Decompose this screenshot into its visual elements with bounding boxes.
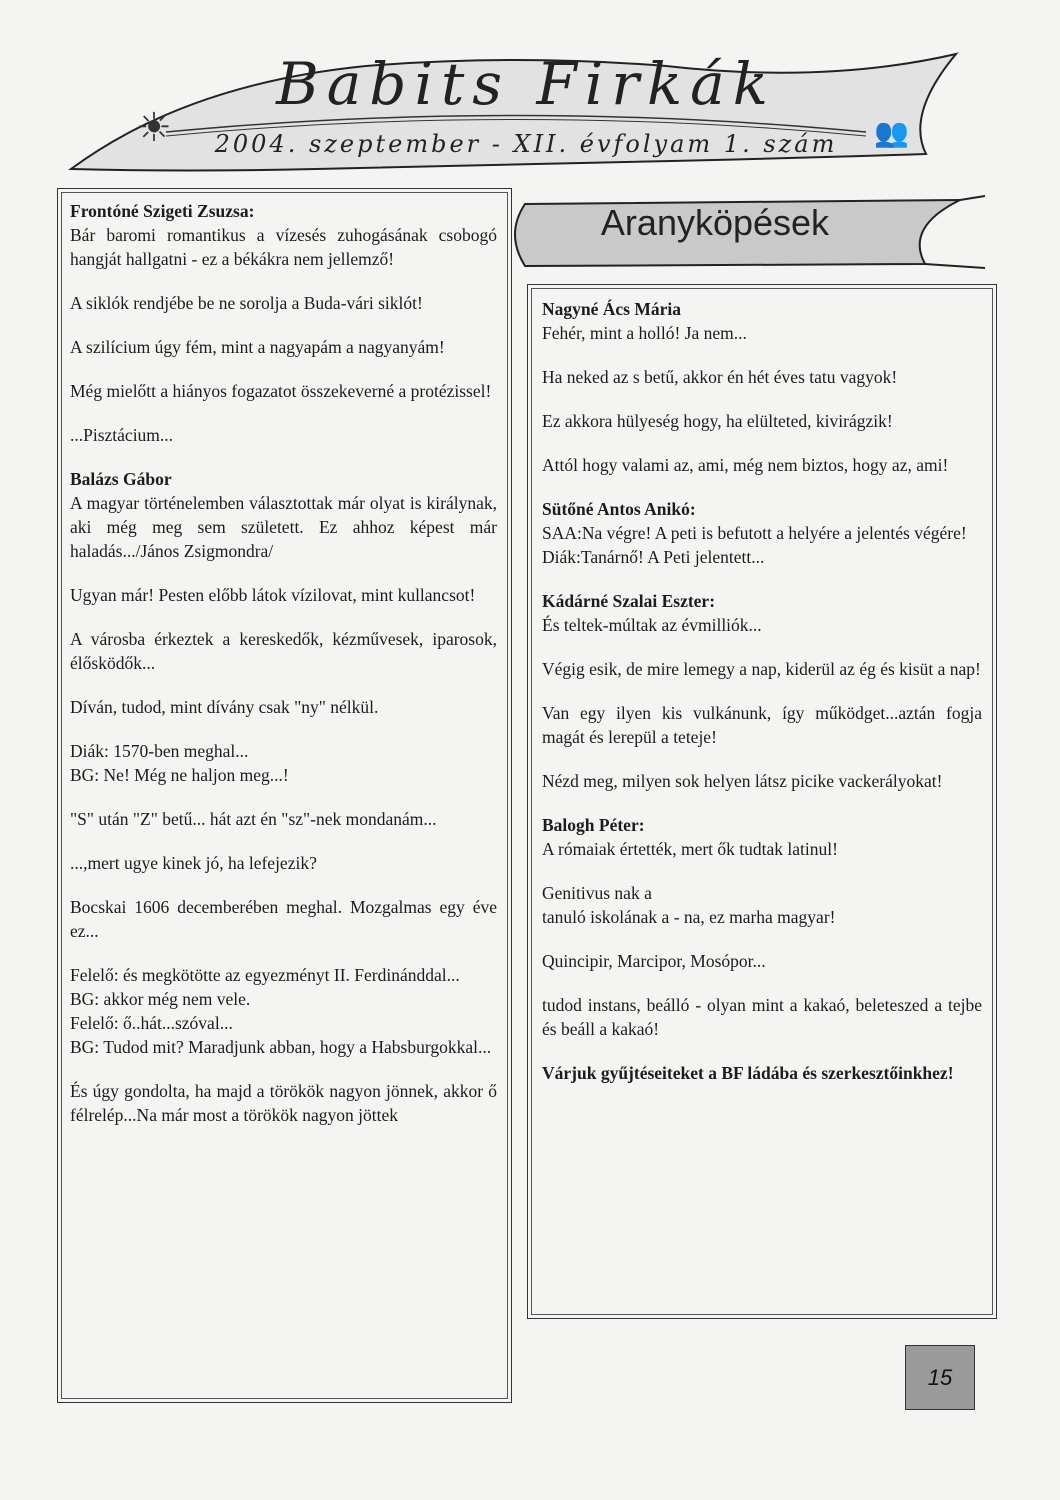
people-icon: 👥 (874, 118, 909, 149)
quote-line: És teltek-múltak az évmilliók... (542, 615, 762, 635)
quote-item (542, 297, 982, 345)
quote-line: Ha neked az s betű, akkor én hét éves tatu vagyok! (542, 367, 898, 387)
quote-author: Balázs Gábor (70, 469, 172, 489)
quote-item (542, 949, 982, 973)
quote-item (542, 657, 982, 681)
quote-line: Fehér, mint a holló! Ja nem... (542, 323, 747, 343)
page-number: 15 (905, 1345, 975, 1410)
masthead (66, 44, 966, 194)
quote-line: A szilícium úgy fém, mint a nagyapám a nagyanyám! (70, 337, 445, 357)
quote-line: Diák: 1570-ben meghal... (70, 741, 249, 761)
quote-line: Nézd meg, milyen sok helyen látsz picike vackerályokat! (542, 771, 943, 791)
quote-line: Bár baromi romantikus a vízesés zuhogásának csobogó hangját hallgatni - ez a békákra nem jellemző! (70, 225, 497, 269)
quote-line: Van egy ilyen kis vulkánunk, így működget...aztán fogja magát és lerepül a teteje! (542, 703, 982, 747)
quote-item (542, 993, 982, 1041)
banner (505, 192, 990, 272)
left-column (57, 188, 512, 1403)
quote-item (542, 409, 982, 433)
quote-line: ...,mert ugye kinek jó, ha lefejezik? (70, 853, 317, 873)
quote-line: BG: Tudod mit? Maradjunk abban, hogy a Habsburgokkal... (70, 1037, 492, 1057)
quote-item (542, 701, 982, 749)
quote-item (70, 199, 497, 271)
quote-line: A magyar történelemben választottak már olyat is királynak, aki még meg sem született. Ez ahhoz képest már haladás.../János Zsigmondra/ (70, 493, 497, 561)
quote-line: tanuló iskolának a - na, ez marha magyar! (542, 907, 836, 927)
quote-line: Végig esik, de mire lemegy a nap, kiderül az ég és kisüt a nap! (542, 659, 981, 679)
quote-author: Sütőné Antos Anikó: (542, 499, 696, 519)
quote-item (70, 335, 497, 359)
quote-line: Még mielőtt a hiányos fogazatot összekeverné a protézissel! (70, 381, 492, 401)
quote-line: BG: Ne! Még ne haljon meg...! (70, 765, 289, 785)
quote-item (542, 769, 982, 793)
quote-line: Várjuk gyűjtéseiteket a BF ládába és szerkesztőinkhez! (542, 1063, 954, 1083)
quote-item (542, 497, 982, 569)
quote-line: "S" után "Z" betű... hát azt én "sz"-nek mondanám... (70, 809, 437, 829)
quote-line: Felelő: ő..hát...szóval... (70, 1013, 233, 1033)
right-column (527, 284, 997, 1319)
quote-author: Frontóné Szigeti Zsuzsa: (70, 201, 255, 221)
quote-item (70, 467, 497, 563)
masthead-title: Babits Firkák (276, 50, 776, 118)
quote-item (70, 583, 497, 607)
quote-line: És úgy gondolta, ha majd a törökök nagyon jönnek, akkor ő félrelép...Na már most a törökök nagyon jöttek (70, 1081, 497, 1125)
quote-item (70, 739, 497, 787)
quote-line: BG: akkor még nem vele. (70, 989, 251, 1009)
quote-item (542, 589, 982, 637)
quote-line: Diák:Tanárnő! A Peti jelentett... (542, 547, 765, 567)
quote-item (70, 379, 497, 403)
quote-author: Nagyné Ács Mária (542, 299, 682, 319)
quote-line: SAA:Na végre! A peti is befutott a helyére a jelentés végére! (542, 523, 967, 543)
quote-line: Ugyan már! Pesten előbb látok vízilovat, mint kullancsot! (70, 585, 476, 605)
quote-line: A rómaiak értették, mert ők tudtak latinul! (542, 839, 838, 859)
quote-item (542, 453, 982, 477)
quote-item (70, 851, 497, 875)
quote-item (70, 695, 497, 719)
quote-line: Ez akkora hülyeség hogy, ha elülteted, kivirágzik! (542, 411, 893, 431)
masthead-subtitle: 2004. szeptember - XII. évfolyam 1. szám (214, 130, 838, 158)
quote-item (70, 807, 497, 831)
quote-line: ...Pisztácium... (70, 425, 174, 445)
quote-item (70, 291, 497, 315)
quote-item (70, 895, 497, 943)
quote-line: Attól hogy valami az, ami, még nem biztos, hogy az, ami! (542, 455, 949, 475)
quote-line: A városba érkeztek a kereskedők, kézművesek, iparosok, élősködők... (70, 629, 497, 673)
quote-line: Felelő: és megkötötte az egyezményt II. Ferdinánddal... (70, 965, 460, 985)
banner-title: Aranyköpések (600, 202, 830, 243)
quote-line: tudod instans, beálló - olyan mint a kakaó, beleteszed a tejbe és beáll a kakaó! (542, 995, 982, 1039)
quote-author: Balogh Péter: (542, 815, 645, 835)
quote-line: Quincipir, Marcipor, Mosópor... (542, 951, 766, 971)
quote-item (542, 1061, 982, 1085)
quote-line: Genitivus nak a (542, 883, 652, 903)
sun-icon: ☀ (136, 105, 172, 150)
quote-author: Kádárné Szalai Eszter: (542, 591, 716, 611)
quote-item (70, 963, 497, 1059)
quote-line: Díván, tudod, mint dívány csak "ny" nélkül. (70, 697, 379, 717)
quote-line: A siklók rendjébe be ne sorolja a Buda-vári siklót! (70, 293, 423, 313)
quote-line: Bocskai 1606 decemberében meghal. Mozgalmas egy éve ez... (70, 897, 497, 941)
quote-item (70, 1079, 497, 1127)
quote-item (70, 423, 497, 447)
quote-item (70, 627, 497, 675)
quote-item (542, 881, 982, 929)
quote-item (542, 813, 982, 861)
quote-item (542, 365, 982, 389)
